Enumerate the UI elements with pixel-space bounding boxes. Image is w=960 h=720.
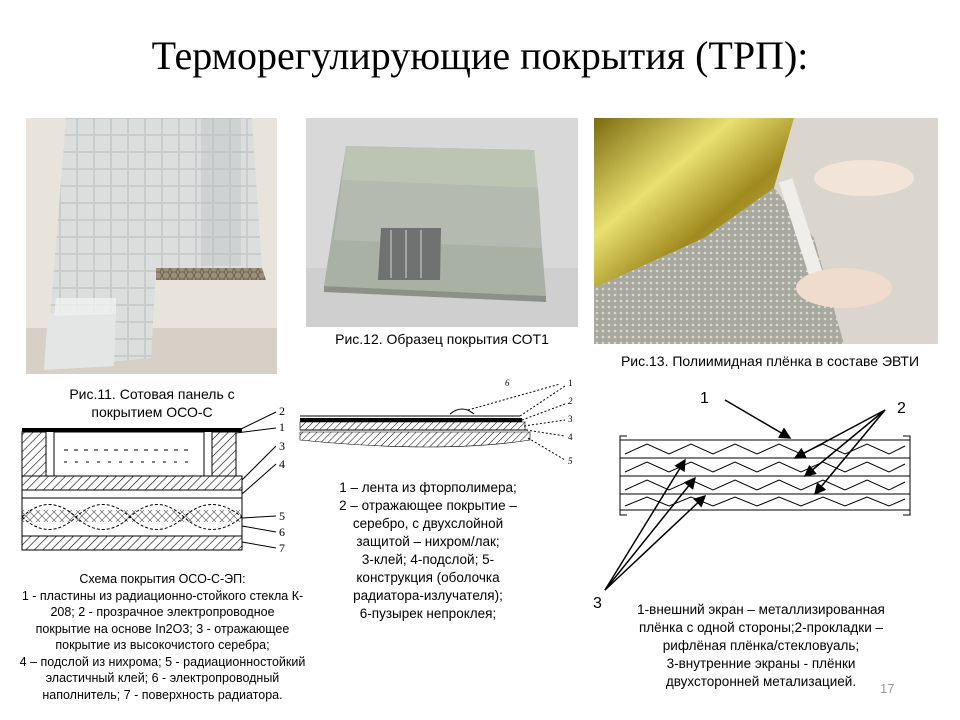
fig11-legend-line: покрытие из высокочистого серебра; [55, 638, 270, 652]
fig13-label-2: 2 [897, 400, 906, 417]
fig13-legend-line: 3-внутренние экраны - плёнки [666, 656, 856, 671]
fig12-legend [318, 479, 538, 623]
fig11-legend-line: 4 – подслой из нихрома; 5 - радиационностойкий [19, 654, 306, 669]
fig11-legend-line: эластичный клей; 6 - электропроводный [45, 671, 280, 685]
fig11-label-3: 3 [279, 439, 285, 453]
fig11-caption-line1: Рис.11. Сотовая панель с [69, 386, 235, 402]
coating-sample-photo [306, 118, 578, 327]
polyimide-film-photo [594, 118, 938, 344]
fig12-legend-line: 6-пузырек непроклея; [359, 606, 497, 621]
fig11-caption-line2: покрытием ОСО-С [91, 404, 213, 420]
fig12-label-2: 2 [568, 396, 573, 406]
page-number: 17 [880, 681, 895, 696]
fig12-legend-line: конструкция (оболочка [356, 570, 500, 585]
fig12-label-5: 5 [568, 456, 573, 466]
fig13-caption: Рис.13. Полиимидная плёнка в составе ЭВТИ [620, 353, 920, 369]
fig11-label-2: 2 [279, 404, 285, 418]
sot-scheme-diagram [290, 374, 585, 474]
fig12-legend-line: защитой – нихром/лак; [356, 534, 500, 549]
fig11-legend-line: покрытие на основе In2O3; 3 - отражающее [35, 621, 290, 636]
fig12-legend-line: 1 – лента из фторполимера; [339, 480, 517, 495]
fig13-legend-line: 1-внешний экран – металлизированная [637, 602, 885, 617]
fig11-legend-line: 208; 2 - прозрачное электропроводное [50, 605, 275, 619]
fig12-label-3: 3 [568, 414, 573, 424]
slide-title: Терморегулирующие покрытия (ТРП): [151, 33, 809, 78]
honeycomb-panel-photo [26, 118, 277, 374]
fig12-label-1: 1 [568, 378, 573, 388]
fig11-legend-line: наполнитель; 7 - поверхность радиатора. [42, 687, 283, 702]
fig13-label-3: 3 [593, 595, 602, 612]
fig12-legend-line: серебро, с двухслойной [352, 516, 504, 531]
fig13-legend [616, 601, 906, 691]
fig13-label-1: 1 [700, 390, 709, 407]
fig13-legend-line: рифлёная плёнка/стекловуаль; [662, 638, 860, 653]
fig12-label-4: 4 [568, 432, 573, 442]
oso-scheme-diagram [14, 400, 304, 570]
fig11-legend-line: 1 - пластины из радиационно-стойкого стекла К- [21, 588, 304, 603]
fig12-legend-line: 3-клей; 4-подслой; 5- [361, 552, 495, 567]
fig13-legend-line: плёнка с одной стороны;2-прокладки – [638, 620, 884, 635]
fig11-label-6: 6 [279, 525, 285, 539]
fig11-label-5: 5 [279, 509, 285, 523]
fig11-legend [0, 571, 325, 703]
fig12-legend-line: 2 – отражающее покрытие – [339, 498, 517, 513]
fig11-label-4: 4 [279, 457, 285, 471]
fig11-legend-line: Схема покрытия ОСО-С-ЭП: [79, 572, 246, 586]
fig11-label-7: 7 [279, 541, 285, 555]
fig12-caption: Рис.12. Образец покрытия СОТ1 [335, 331, 549, 347]
fig12-legend-line: радиатора-излучателя); [353, 588, 503, 603]
fig11-label-1: 1 [279, 420, 285, 434]
fig13-legend-line: двухсторонней метализацией. [665, 674, 857, 689]
fig12-label-6: 6 [505, 378, 510, 388]
